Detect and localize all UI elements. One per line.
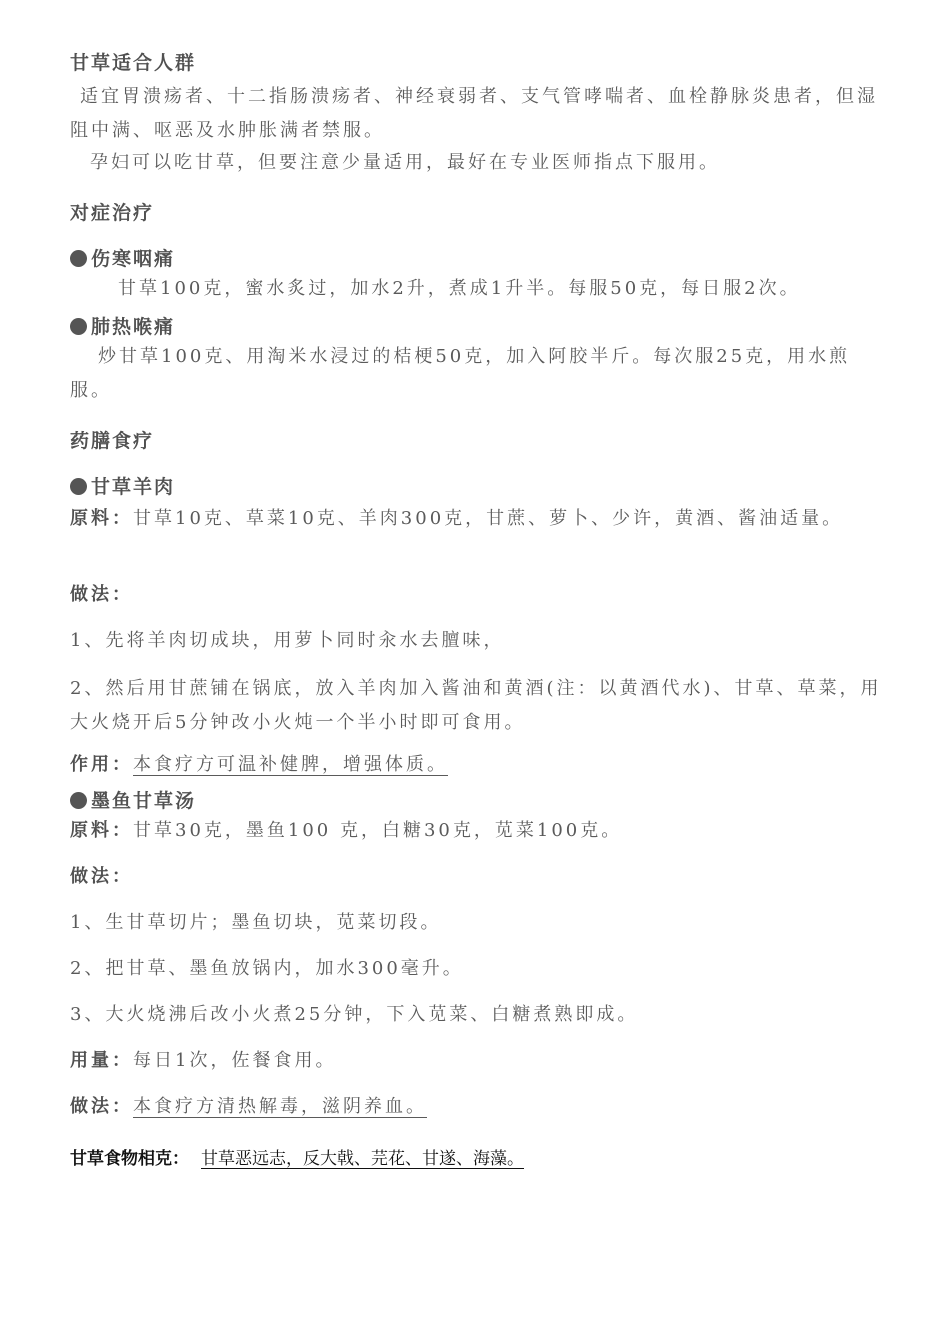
bullet-dot-icon [70, 318, 87, 335]
diet-item-2-step-2: 2、把甘草、墨鱼放锅内，加水300毫升。 [70, 958, 464, 979]
treatment-item-1-text: 甘草100克，蜜水炙过，加水2升，煮成1升半。每服50克，每日服2次。 [118, 278, 801, 299]
diet-item-2-step-1: 1、生甘草切片；墨鱼切块，苋菜切段。 [70, 912, 442, 933]
diet-item-2-usage [70, 1044, 885, 1078]
effect-text: 本食疗方可温补健脾，增强体质。 [133, 754, 448, 775]
diet-item-2-ingredients [70, 814, 885, 848]
suitable-paragraph-2: 孕妇可以吃甘草，但要注意少量适用，最好在专业医师指点下服用。 [90, 152, 720, 173]
ingredients-label: 原料： [70, 820, 133, 841]
incompatible-text: 甘草恶远志，反大戟、芫花、甘遂、海藻。 [201, 1149, 524, 1168]
effect-label: 做法： [70, 1096, 133, 1117]
diet-item-2-effect [70, 1090, 885, 1124]
diet-item-1-step-2: 2、然后用甘蔗铺在锅底，放入羊肉加入酱油和黄酒(注：以黄酒代水)、甘草、草菜，用大火烧开后5分钟改小火炖一个半小时即可食用。 [70, 678, 882, 733]
diet-item-1-ingredients [70, 502, 885, 536]
treatment-item-1-title [70, 244, 175, 271]
treatment-heading: 对症治疗 [70, 202, 155, 224]
ingredients-label: 原料： [70, 508, 133, 529]
ingredients-text: 甘草30克，墨鱼100 克，白糖30克，苋菜100克。 [133, 820, 623, 841]
diet-item-1-title [70, 472, 175, 499]
incompatible-label: 甘草食物相克： [70, 1149, 189, 1168]
usage-label: 用量： [70, 1050, 133, 1071]
diet-item-1-label: 甘草羊肉 [91, 476, 176, 498]
treatment-item-2-label: 肺热喉痛 [91, 316, 176, 338]
effect-text: 本食疗方清热解毒，滋阴养血。 [133, 1096, 427, 1117]
treatment-item-2-title [70, 312, 175, 339]
diet-item-2-title [70, 786, 196, 813]
incompatible-foods [70, 1142, 885, 1176]
effect-label: 作用： [70, 754, 133, 775]
diet-item-1-method-label: 做法： [70, 584, 133, 605]
bullet-dot-icon [70, 250, 87, 267]
ingredients-text: 甘草10克、草菜10克、羊肉300克，甘蔗、萝卜、少许，黄酒、酱油适量。 [133, 508, 844, 529]
suitable-heading: 甘草适合人群 [70, 52, 197, 74]
diet-item-2-label: 墨鱼甘草汤 [91, 790, 197, 812]
treatment-item-2-text: 炒甘草100克、用淘米水浸过的桔梗50克，加入阿胶半斤。每次服25克，用水煎服。 [70, 346, 851, 401]
usage-text: 每日1次，佐餐食用。 [133, 1050, 337, 1071]
bullet-dot-icon [70, 792, 87, 809]
diet-heading: 药膳食疗 [70, 430, 155, 452]
diet-item-1-effect [70, 748, 885, 782]
treatment-item-1-label: 伤寒咽痛 [91, 248, 176, 270]
diet-item-1-step-1: 1、先将羊肉切成块，用萝卜同时汆水去膻味， [70, 630, 505, 651]
suitable-paragraph-1: 适宜胃溃疡者、十二指肠溃疡者、神经衰弱者、支气管哮喘者、血栓静脉炎患者，但湿阻中满、呕恶及水肿胀满者禁服。 [70, 86, 878, 141]
diet-item-2-step-3: 3、大火烧沸后改小火煮25分钟，下入苋菜、白糖煮熟即成。 [70, 1004, 639, 1025]
bullet-dot-icon [70, 478, 87, 495]
diet-item-2-method-label: 做法： [70, 866, 133, 887]
